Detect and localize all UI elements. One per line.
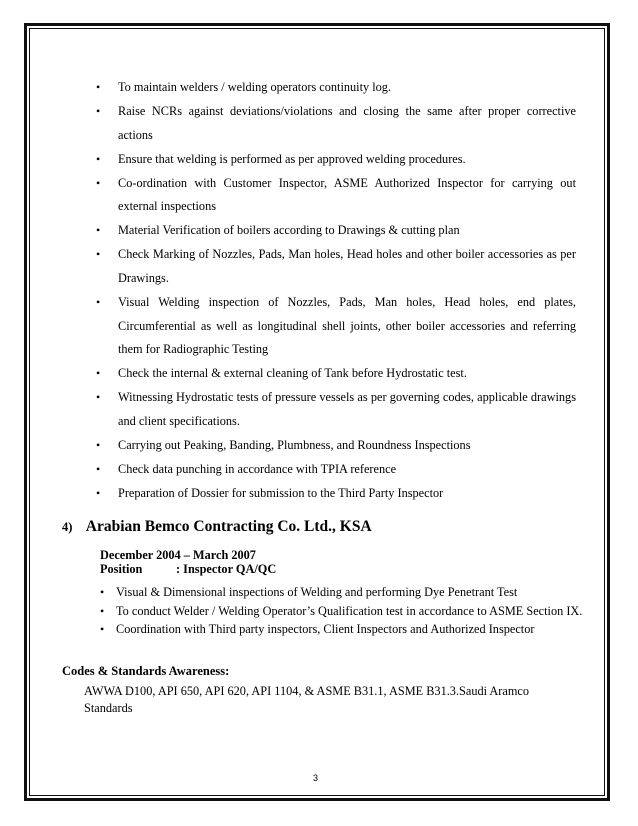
bullet-icon: • (96, 295, 101, 310)
bullet-icon: • (96, 80, 101, 94)
codes-heading: Codes & Standards Awareness: (62, 664, 230, 678)
bullet-icon: • (96, 175, 101, 190)
employer-duties-list (100, 585, 590, 641)
bullet-icon: • (96, 437, 101, 452)
codes-text: AWWA D100, API 650, API 620, API 1104, & ASME B31.1, ASME B31.3.Saudi Aramco Standards (84, 684, 530, 715)
employer-heading (62, 518, 372, 536)
bullet-icon: • (96, 486, 101, 501)
list-item: • Preparation of Dossier for submission to the Third Party Inspector (96, 482, 576, 506)
bullet-icon: • (100, 603, 105, 618)
bullet-icon: • (100, 585, 105, 599)
employment-dates: December 2004 – March 2007 (100, 548, 256, 562)
list-item: • Visual Welding inspection of Nozzles, Pads, Man holes, Head holes, end plates, Circumferential as well as longitudinal shell joints, other boiler accessories and referring them for Radiographic Testing (96, 291, 576, 362)
list-item: • Check the internal & external cleaning of Tank before Hydrostatic test. (96, 362, 576, 386)
list-item: • Coordination with Third party inspectors, Client Inspectors and Authorized Inspector (100, 622, 535, 636)
list-item: • Visual & Dimensional inspections of Welding and performing Dye Penetrant Test (100, 585, 518, 599)
bullet-icon: • (96, 151, 101, 166)
position-line (100, 562, 276, 577)
position-label: Position (100, 562, 143, 576)
list-item: • Co-ordination with Customer Inspector, ASME Authorized Inspector for carrying out external inspections (96, 172, 576, 219)
position-value: : Inspector QA/QC (176, 562, 277, 576)
bullet-icon: • (96, 366, 101, 381)
bullet-icon: • (96, 104, 101, 119)
list-item: • To maintain welders / welding operators continuity log. (96, 76, 576, 100)
list-item: • Carrying out Peaking, Banding, Plumbness, and Roundness Inspections (96, 434, 576, 458)
bullet-icon: • (96, 390, 101, 405)
bullet-icon: • (96, 247, 101, 262)
list-item: • Check Marking of Nozzles, Pads, Man holes, Head holes and other boiler accessories as per Drawings. (96, 243, 576, 290)
bullet-icon: • (96, 223, 101, 238)
list-item: • Material Verification of boilers according to Drawings & cutting plan (96, 219, 576, 243)
list-item: • Check data punching in accordance with TPIA reference (96, 458, 576, 482)
page-number: 3 (313, 773, 319, 783)
duties-list (96, 76, 576, 506)
list-item: • Raise NCRs against deviations/violations and closing the same after proper corrective actions (96, 100, 576, 147)
bullet-icon: • (96, 461, 101, 476)
list-item: • Witnessing Hydrostatic tests of pressure vessels as per governing codes, applicable drawings and client specifications. (96, 386, 576, 433)
employer-name: Arabian Bemco Contracting Co. Ltd., KSA (85, 518, 372, 535)
employer-number: 4) (62, 520, 73, 534)
bullet-icon: • (100, 622, 105, 636)
list-item: • Ensure that welding is performed as per approved welding procedures. (96, 148, 576, 172)
list-item: • To conduct Welder / Welding Operator’s Qualification test in accordance to ASME Section IX. (100, 603, 583, 618)
